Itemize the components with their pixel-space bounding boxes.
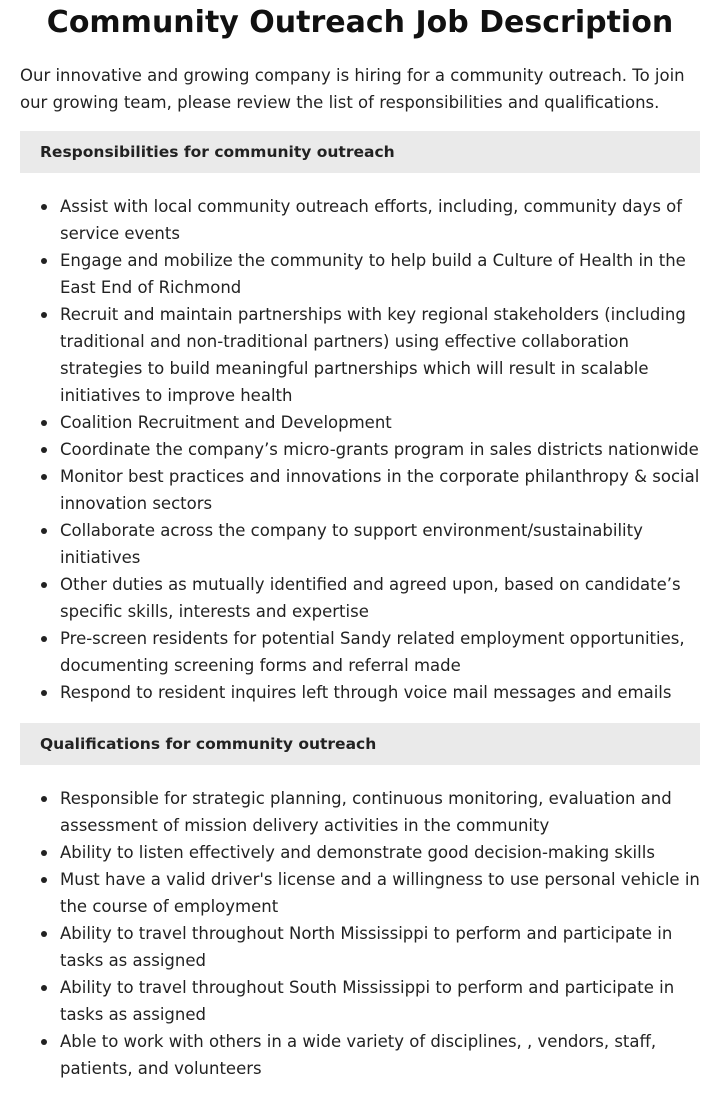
responsibility-item: Coordinate the company’s micro-grants program in sales districts nationwide (20, 436, 700, 463)
page-title: Community Outreach Job Description (46, 5, 674, 40)
responsibility-item: Coalition Recruitment and Development (20, 409, 700, 436)
qualification-item: Ability to listen effectively and demonstrate good decision-making skills (20, 839, 700, 866)
responsibility-item: Pre-screen residents for potential Sandy related employment opportunities, documenting screening forms and referral made (20, 625, 700, 679)
qualification-item: Must have a valid driver's license and a willingness to use personal vehicle in the course of employment (20, 866, 700, 920)
responsibility-item: Monitor best practices and innovations in the corporate philanthropy & social innovation sectors (20, 463, 700, 517)
responsibilities-heading: Responsibilities for community outreach (20, 131, 700, 173)
responsibility-item: Respond to resident inquires left through voice mail messages and emails (20, 679, 700, 706)
responsibility-item: Assist with local community outreach efforts, including, community days of service events (20, 193, 700, 247)
qualifications-heading: Qualifications for community outreach (20, 723, 700, 765)
responsibility-item: Recruit and maintain partnerships with key regional stakeholders (including traditional and non-traditional partners) using effective collaboration strategies to build meaningful partnerships which will result in scalable initiatives to improve health (20, 301, 700, 409)
intro-paragraph: Our innovative and growing company is hiring for a community outreach. To join our growing team, please review the list of responsibilities and qualifications. (20, 66, 685, 112)
responsibilities-list (20, 193, 700, 706)
qualification-item: Able to work with others in a wide variety of disciplines, , vendors, staff, patients, and volunteers (20, 1028, 700, 1082)
responsibility-item: Other duties as mutually identified and agreed upon, based on candidate’s specific skills, interests and expertise (20, 571, 700, 625)
qualification-item: Responsible for strategic planning, continuous monitoring, evaluation and assessment of mission delivery activities in the community (20, 785, 700, 839)
qualification-item: Ability to travel throughout North Mississippi to perform and participate in tasks as assigned (20, 920, 700, 974)
qualification-item: Ability to travel throughout South Mississippi to perform and participate in tasks as assigned (20, 974, 700, 1028)
responsibility-item: Engage and mobilize the community to help build a Culture of Health in the East End of Richmond (20, 247, 700, 301)
qualifications-list (20, 785, 700, 1082)
responsibility-item: Collaborate across the company to support environment/sustainability initiatives (20, 517, 700, 571)
